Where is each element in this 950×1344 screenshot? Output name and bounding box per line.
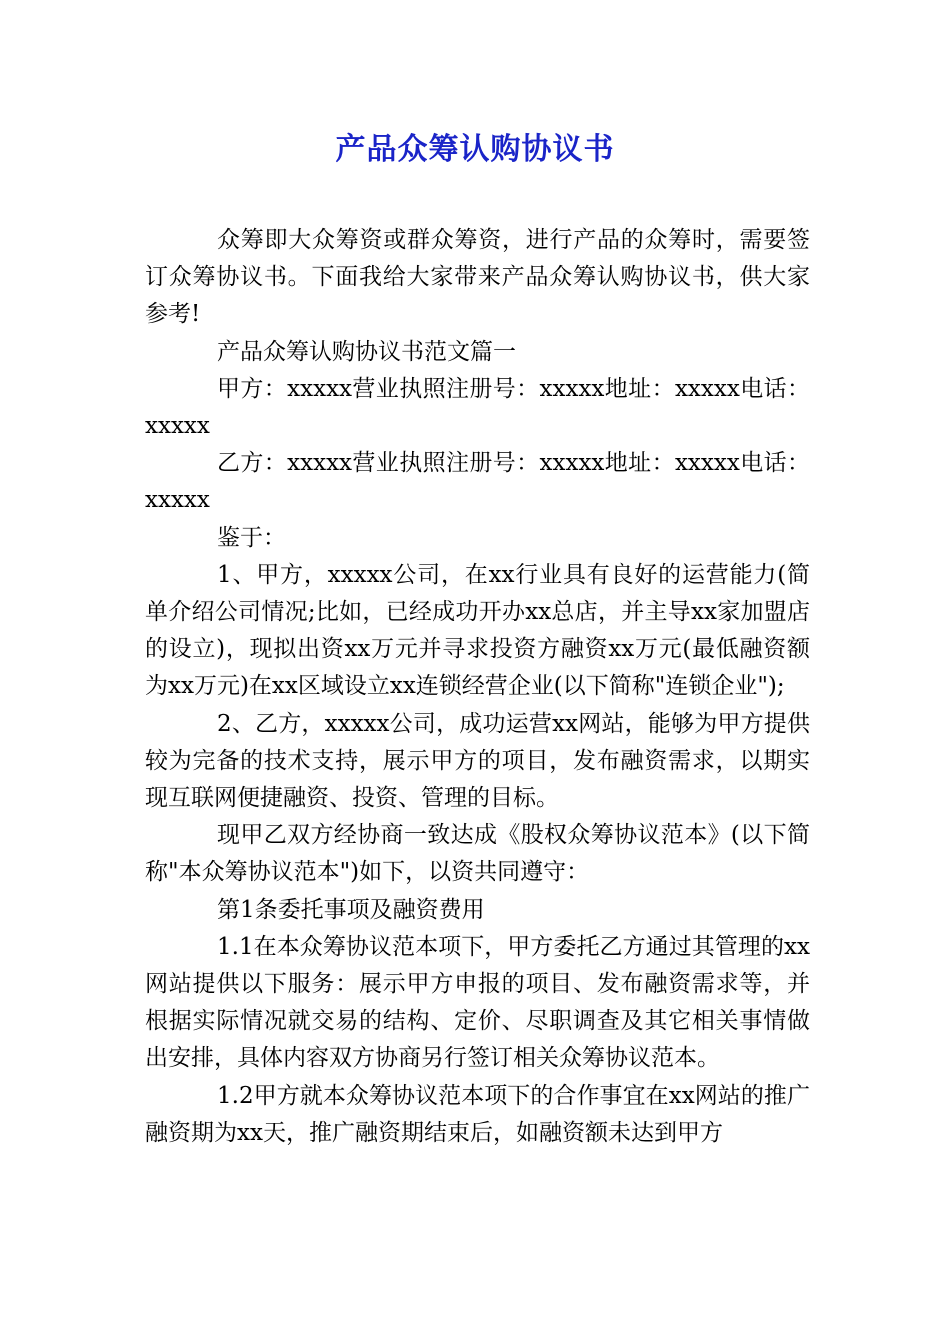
paragraph-clause-1: 1、甲方，xxxxx公司，在xx行业具有良好的运营能力(简单介绍公司情况;比如，已经成功开办xx总店，并主导xx家加盟店的设立)，现拟出资xx万元并寻求投资方融资xx万元(最低融资额为xx万元)在xx区域设立xx连锁经营企业(以下简称"连锁企业"); xyxy=(145,561,810,700)
paragraph-article-1-1: 1.1在本众筹协议范本项下，甲方委托乙方通过其管理的xx网站提供以下服务：展示甲方申报的项目、发布融资需求等，并根据实际情况就交易的结构、定价、尽职调查及其它相关事情做出安排，具体内容双方协商另行签订相关众筹协议范本。 xyxy=(145,933,810,1072)
paragraph-party-a: 甲方：xxxxx营业执照注册号：xxxxx地址：xxxxx电话：xxxxx xyxy=(145,375,810,440)
paragraph-article-1-heading: 第1条委托事项及融资费用 xyxy=(217,896,485,923)
paragraph-whereas: 鉴于： xyxy=(217,524,286,551)
paragraph-article-1-2: 1.2甲方就本众筹协议范本项下的合作事宜在xx网站的推广融资期为xx天，推广融资期结束后，如融资额未达到甲方 xyxy=(145,1082,810,1146)
document-title: 产品众筹认购协议书 xyxy=(335,132,615,167)
document-body xyxy=(145,222,810,1152)
paragraph-intro: 众筹即大众筹资或群众筹资，进行产品的众筹时，需要签订众筹协议书。下面我给大家带来产品众筹认购协议书，供大家参考! xyxy=(145,227,810,328)
paragraph-clause-2: 2、乙方，xxxxx公司，成功运营xx网站，能够为甲方提供较为完备的技术支持，展示甲方的项目，发布融资需求，以期实现互联网便捷融资、投资、管理的目标。 xyxy=(145,710,810,812)
paragraph-party-b: 乙方：xxxxx营业执照注册号：xxxxx地址：xxxxx电话：xxxxx xyxy=(145,450,810,514)
paragraph-sample-heading: 产品众筹认购协议书范文篇一 xyxy=(217,338,516,365)
paragraph-agreement: 现甲乙双方经协商一致达成《股权众筹协议范本》(以下简称"本众筹协议范本")如下，以资共同遵守： xyxy=(145,822,810,886)
